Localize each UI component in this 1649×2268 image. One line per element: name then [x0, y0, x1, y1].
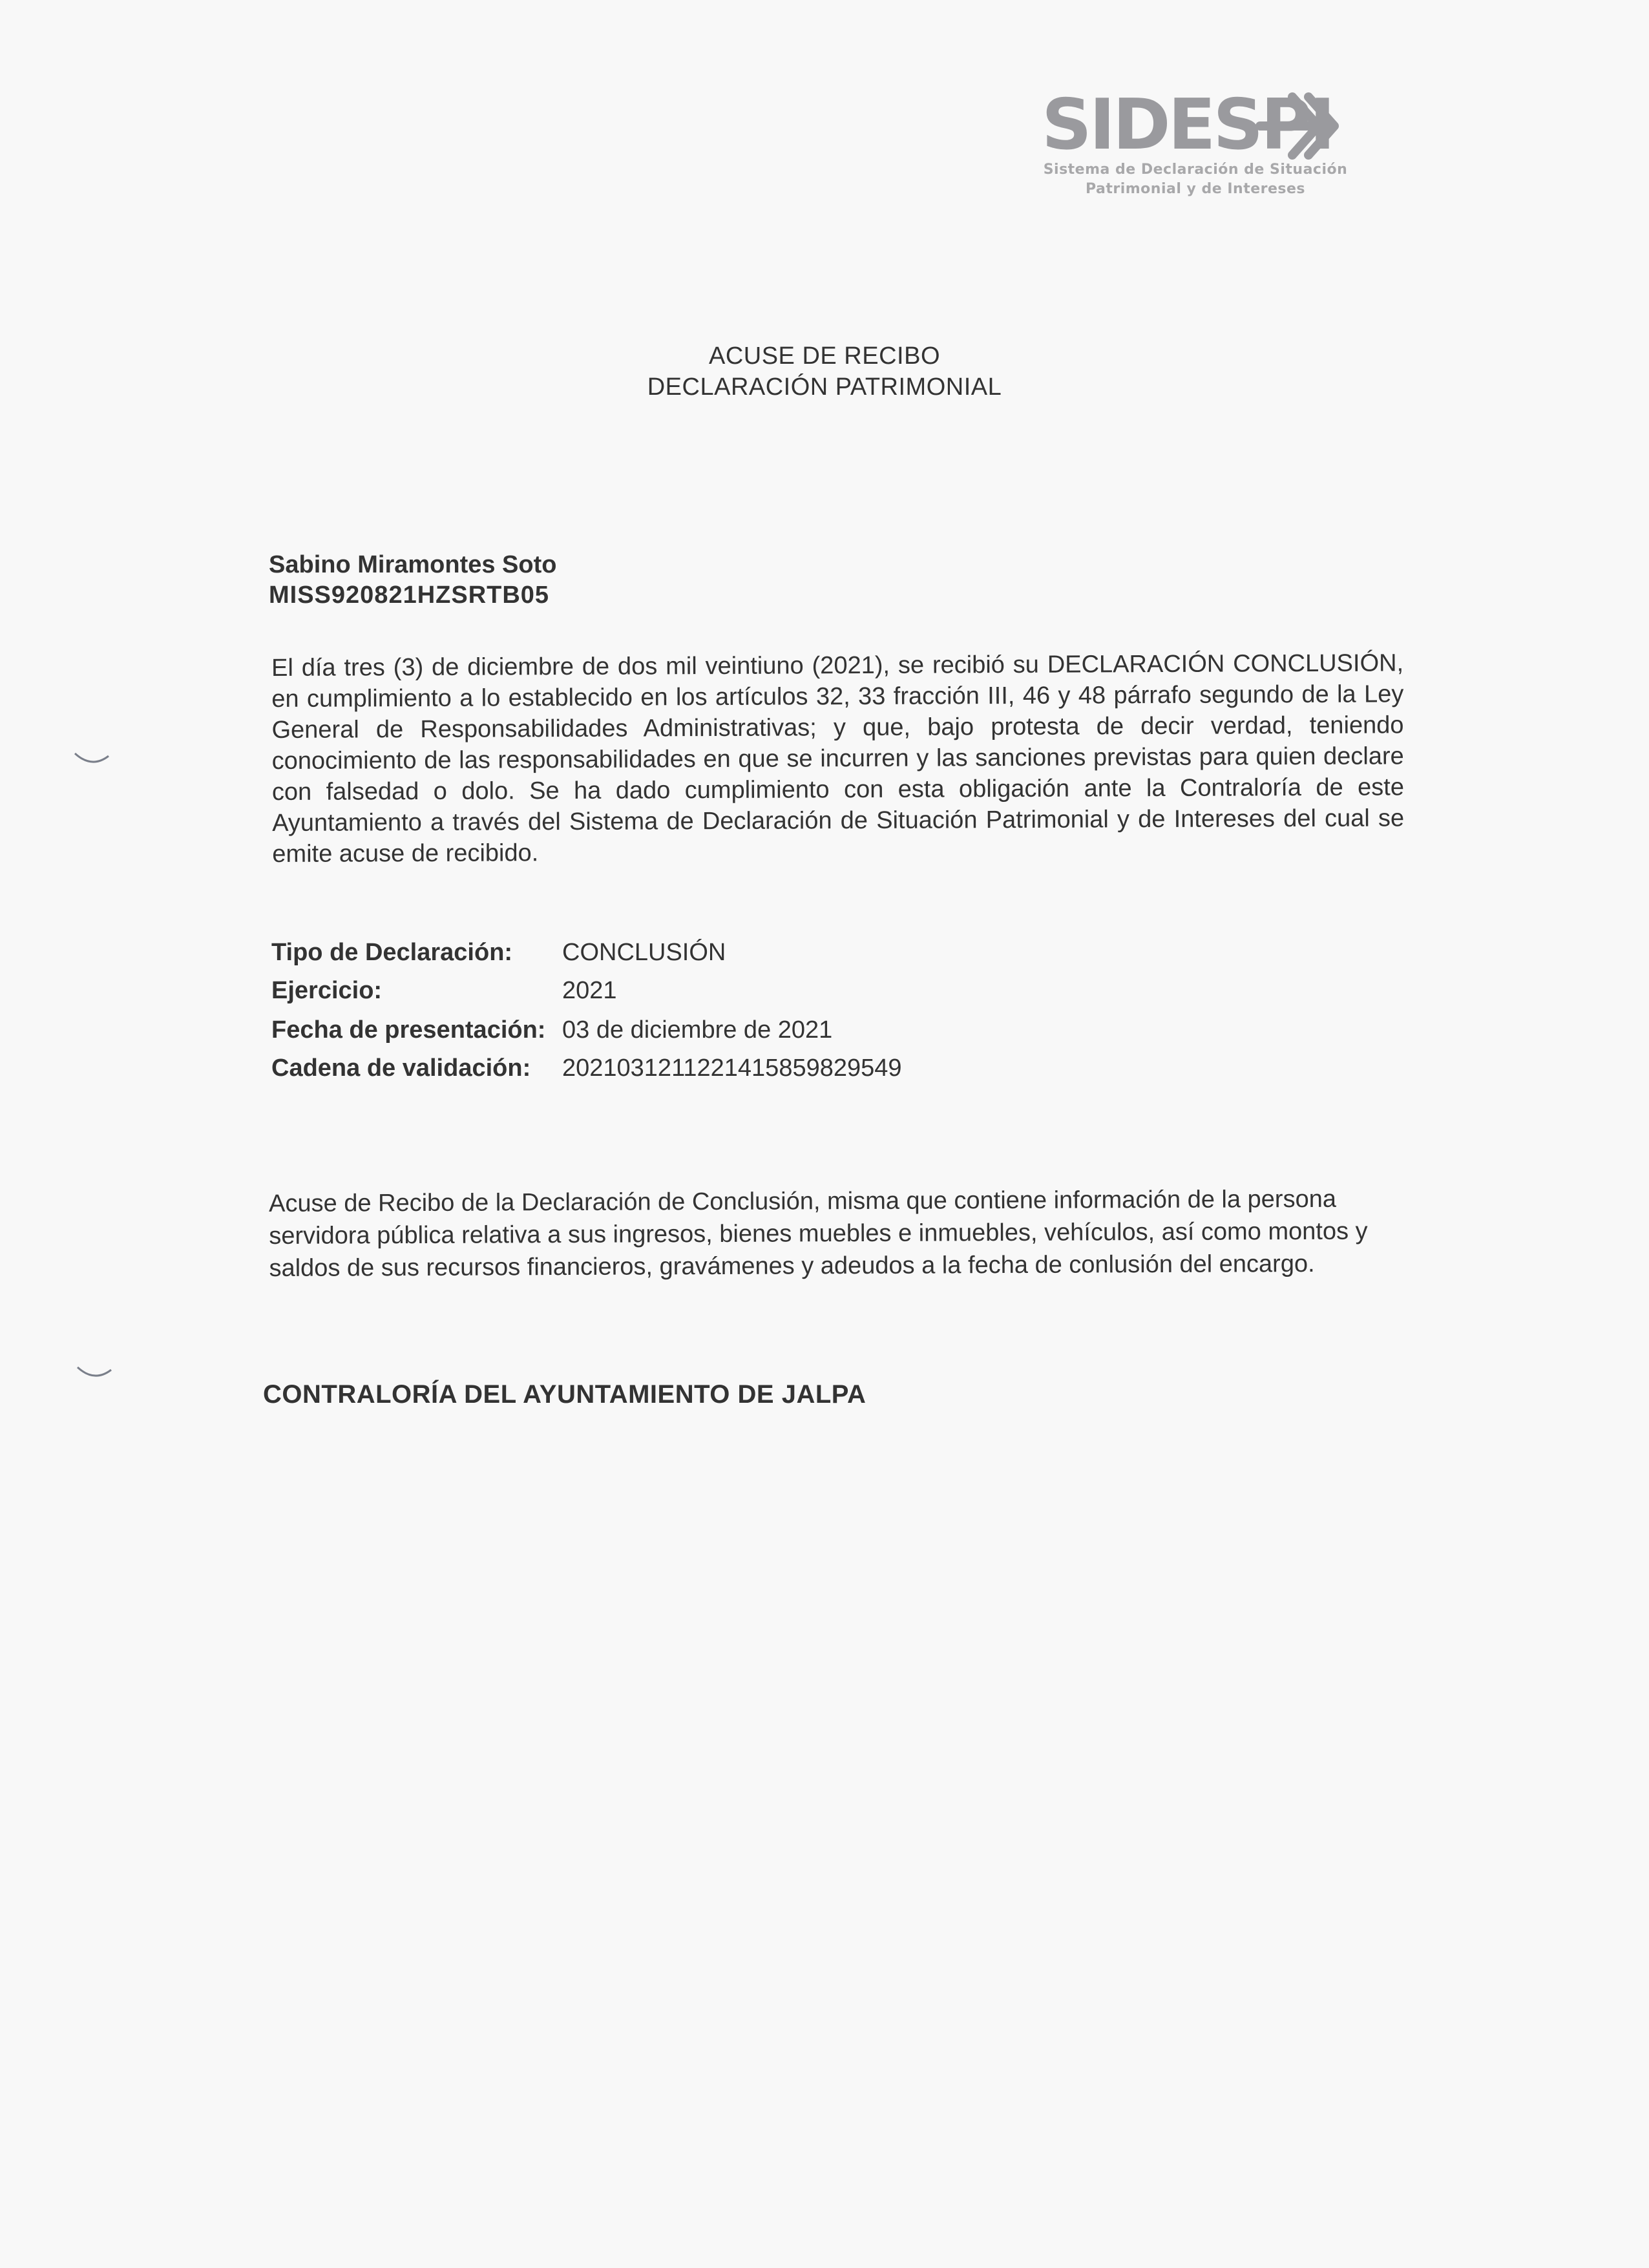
exercise-label: Ejercicio: [271, 977, 383, 1004]
arrows-icon [1254, 84, 1350, 168]
declarant-name: Sabino Miramontes Soto [269, 551, 557, 578]
validation-string-value: 20210312112214158598295​49 [562, 1055, 902, 1082]
issuing-office: CONTRALORÍA DEL AYUNTAMIENTO DE JALPA [263, 1380, 867, 1409]
document-title: ACUSE DE RECIBO [708, 342, 941, 370]
document-subtitle: DECLARACIÓN PATRIMONIAL [647, 373, 1002, 401]
submission-date-value: 03 de diciembre de 2021 [562, 1016, 833, 1044]
declaration-type-value: CONCLUSIÓN [562, 939, 726, 966]
closing-paragraph: Acuse de Recibo de la Declaración de Conclusión, misma que contiene información de la persona servidora pública relativa a sus ingresos, bienes muebles e inmuebles, vehículos, así como montos y saldos de sus recursos financieros, gravámenes y adeudos a la fecha de conlusión del encargo. [269, 1185, 1368, 1282]
exercise-value: 2021 [562, 977, 617, 1004]
validation-string-label: Cadena de validación: [271, 1055, 531, 1082]
sidespi-logo [1034, 78, 1357, 207]
declarant-id: MISS920821HZSRTB05 [269, 582, 550, 609]
logo-subtitle-line1: Sistema de Declaración de Situación [1043, 162, 1348, 178]
logo-subtitle-line2: Patrimonial y de Intereses [1085, 181, 1306, 197]
statement-paragraph: El día tres (3) de diciembre de dos mil veintiuno (2021), se recibió su DECLARACIÓN CONCLUSIÓN, en cumplimiento a lo establecido en los artículos 32, 33 fracción III, 46 y 48 párrafo segundo de la Ley General de Responsabilidades Administrativas; y que, bajo protesta de decir verdad, teniendo conocimiento de las responsabilidades en que se incurren y las sanciones previstas para quien declare con falsedad o dolo. Se ha dado cumplimiento con esta obligación ante la Contraloría de este Ayuntamiento a través del Sistema de Declaración de Situación Patrimonial y de Intereses del cual se emite acuse de recibido. [271, 649, 1405, 868]
punch-hole-mark [75, 1363, 114, 1383]
declaration-type-label: Tipo de Declaración: [271, 939, 513, 966]
logo-wordmark: SIDESPI [1042, 85, 1333, 165]
submission-date-label: Fecha de presentación: [271, 1016, 546, 1044]
punch-hole-mark [72, 750, 111, 769]
